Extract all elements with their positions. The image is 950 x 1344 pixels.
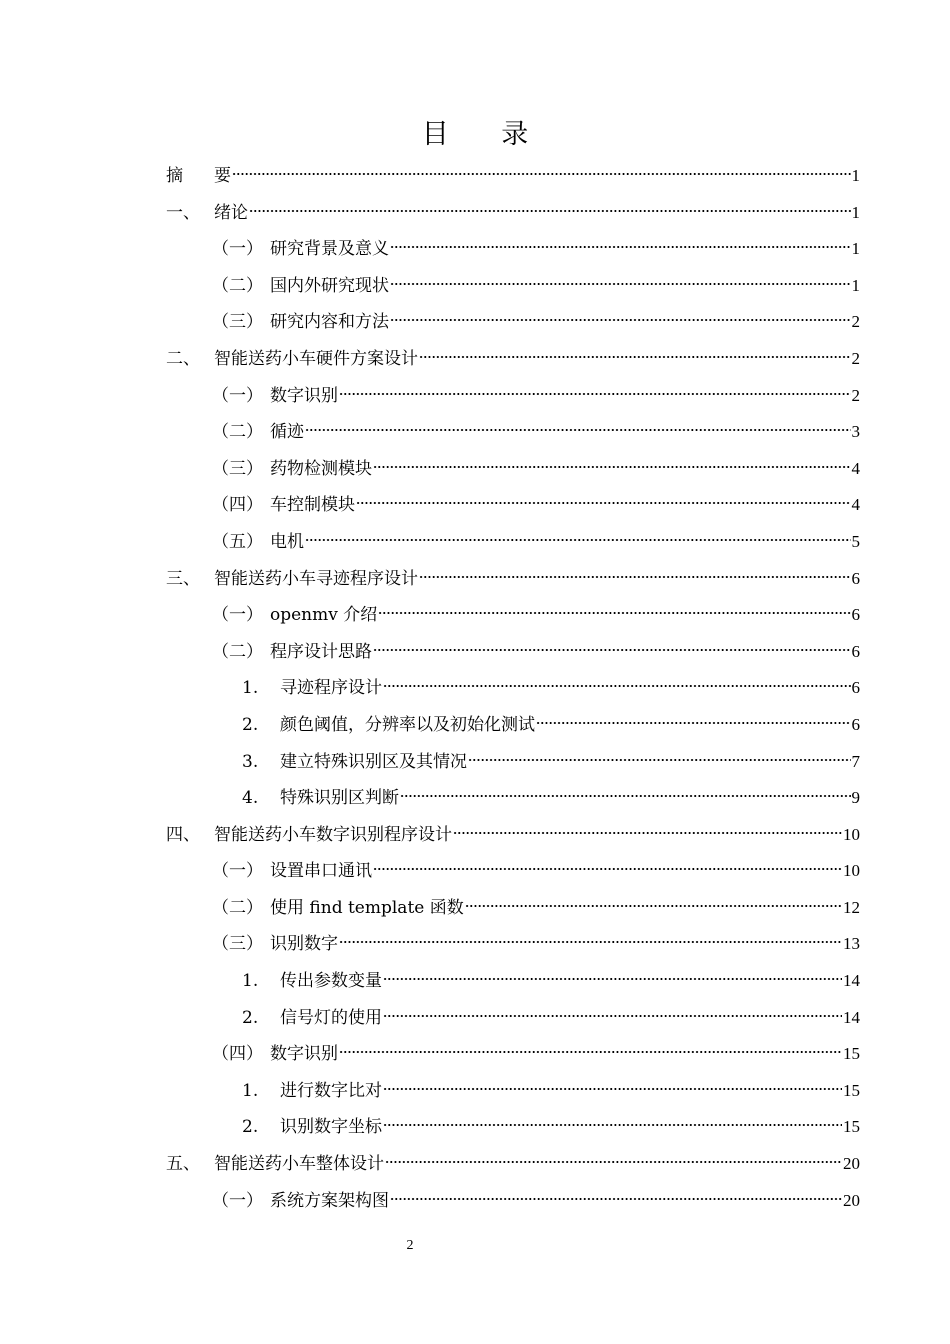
toc-entry[interactable] [166, 378, 860, 415]
toc-entry-number: （一） [212, 861, 263, 882]
toc-entry-title: 研究内容和方法 [270, 312, 389, 333]
toc-entry[interactable] [166, 451, 860, 488]
toc-entry[interactable] [166, 1146, 860, 1183]
toc-entry-page: 15 [843, 1117, 860, 1137]
dot-leader [378, 611, 850, 615]
toc-entry-number: （一） [212, 605, 263, 626]
toc-entry-number: （四） [212, 495, 263, 516]
toc-entry-title: 颜色阈值，分辨率以及初始化测试 [280, 714, 535, 735]
toc-entry-page: 10 [843, 861, 860, 881]
toc-entry-page: 13 [843, 934, 860, 954]
toc-entry-title: 智能送药小车硬件方案设计 [214, 348, 418, 369]
toc-entry-page: 6 [851, 605, 860, 625]
toc-entry-title: 传出参数变量 [280, 971, 382, 992]
toc-entry-page: 6 [851, 714, 860, 734]
toc-entry-number: （一） [212, 1190, 263, 1211]
toc-entry[interactable] [166, 926, 860, 963]
toc-entry-page: 1 [851, 166, 860, 185]
toc-entry[interactable] [166, 890, 860, 927]
toc-entry[interactable] [166, 1109, 860, 1146]
toc-entry-title: 程序设计思路 [270, 641, 372, 662]
toc-entry-title: 进行数字比对 [280, 1080, 382, 1101]
toc-entry[interactable] [166, 268, 860, 305]
toc-entry[interactable] [166, 780, 860, 817]
toc-entry-number: （一） [212, 385, 263, 406]
toc-entry-page: 4 [851, 458, 860, 478]
toc-entry-number: 五、 [166, 1154, 200, 1175]
toc-entry-number: 2. [242, 1007, 259, 1028]
toc-entry[interactable] [166, 487, 860, 524]
dot-leader [419, 355, 851, 359]
dot-leader [383, 1014, 842, 1018]
toc-entry-number: 4. [242, 788, 259, 809]
toc-entry-number: 2. [242, 1117, 259, 1138]
toc-entry-title: 循迹 [270, 422, 304, 443]
toc-entry-title: 智能送药小车整体设计 [214, 1154, 384, 1175]
toc-entry[interactable] [166, 304, 860, 341]
toc-entry[interactable] [166, 158, 860, 195]
toc-entry-number: （四） [212, 1044, 263, 1065]
toc-entry-title: 研究背景及意义 [270, 239, 389, 260]
toc-entry-number: （五） [212, 531, 263, 552]
dot-leader [373, 465, 851, 469]
toc-entry-title: 药物检测模块 [270, 458, 372, 479]
dot-leader [373, 867, 842, 871]
toc-entry[interactable] [166, 707, 860, 744]
dot-leader [305, 428, 851, 432]
dot-leader [383, 1087, 842, 1091]
dot-leader [419, 575, 851, 579]
dot-leader [339, 392, 851, 396]
toc-entry-number: 2. [242, 714, 259, 735]
toc-entry-title: 绪论 [214, 202, 248, 223]
toc-entry[interactable] [166, 195, 860, 232]
toc-entry-number: （三） [212, 934, 263, 955]
toc-entry[interactable] [166, 1073, 860, 1110]
toc-entry[interactable] [166, 231, 860, 268]
dot-leader [373, 648, 851, 652]
page-number-footer: 2 [406, 1238, 414, 1253]
toc-entry-number: 三、 [166, 568, 200, 589]
toc-entry-page: 1 [851, 239, 860, 259]
toc-entry-page: 5 [851, 531, 860, 551]
toc-entry-title: 寻迹程序设计 [280, 678, 382, 699]
toc-entry[interactable] [166, 1183, 860, 1220]
toc-entry[interactable] [166, 1036, 860, 1073]
toc-entry-number: 一、 [166, 202, 200, 223]
toc-entry-title: 设置串口通讯 [270, 861, 372, 882]
toc-entry-page: 6 [851, 568, 860, 588]
toc-entry-page: 20 [843, 1154, 860, 1174]
toc-entry-title: 数字识别 [270, 385, 338, 406]
toc-entry-page: 12 [843, 897, 860, 917]
dot-leader [232, 172, 851, 176]
toc-entry[interactable] [166, 341, 860, 378]
toc-title: 目 录 [421, 119, 529, 150]
dot-leader [390, 318, 851, 322]
toc-entry-title: 建立特殊识别区及其情况 [280, 751, 467, 772]
toc-entry-number: 1. [242, 971, 259, 992]
toc-entry-number: 四、 [166, 824, 200, 845]
toc-entry-title: 系统方案架构图 [270, 1190, 389, 1211]
dot-leader [390, 282, 851, 286]
dot-leader [536, 721, 851, 725]
toc-entry-number: 摘 [166, 166, 183, 186]
toc-entry-title: openmv 介绍 [270, 605, 378, 626]
toc-entry-title: 识别数字 [270, 934, 338, 955]
toc-entry-page: 15 [843, 1044, 860, 1064]
dot-leader [453, 831, 842, 835]
toc-entry-number: （三） [212, 312, 263, 333]
dot-leader [390, 1197, 842, 1201]
dot-leader [356, 501, 851, 505]
dot-leader [383, 1123, 842, 1127]
toc-entry-page: 3 [851, 422, 860, 442]
toc-entry-page: 20 [843, 1190, 860, 1210]
toc-entry-number: （二） [212, 641, 263, 662]
dot-leader [305, 538, 851, 542]
toc-entry-page: 14 [843, 971, 860, 991]
toc-entry[interactable] [166, 524, 860, 561]
toc-entry-page: 9 [851, 788, 860, 808]
dot-leader [400, 794, 851, 798]
toc-entry[interactable] [166, 561, 860, 598]
toc-entry-page: 10 [843, 824, 860, 844]
table-of-contents [166, 158, 860, 1219]
toc-entry-title: 车控制模块 [270, 495, 355, 516]
dot-leader [339, 940, 842, 944]
toc-entry[interactable] [166, 853, 860, 890]
toc-entry[interactable] [166, 817, 860, 854]
toc-entry-number: 1. [242, 1080, 259, 1101]
toc-entry[interactable] [166, 963, 860, 1000]
toc-entry-number: （二） [212, 422, 263, 443]
toc-entry-title: 国内外研究现状 [270, 275, 389, 296]
toc-entry-title: 电机 [270, 531, 304, 552]
toc-entry-page: 7 [851, 751, 860, 771]
dot-leader [468, 758, 851, 762]
toc-entry-number: （三） [212, 458, 263, 479]
toc-entry[interactable] [166, 670, 860, 707]
toc-entry-page: 2 [851, 312, 860, 332]
toc-entry-page: 15 [843, 1080, 860, 1100]
dot-leader [339, 1050, 842, 1054]
toc-entry[interactable] [166, 634, 860, 671]
toc-entry[interactable] [166, 1000, 860, 1037]
toc-entry-page: 1 [851, 202, 860, 222]
toc-entry-page: 2 [851, 385, 860, 405]
toc-entry-number: （二） [212, 897, 263, 918]
dot-leader [249, 209, 851, 213]
toc-entry-page: 2 [851, 348, 860, 368]
toc-entry-title: 信号灯的使用 [280, 1007, 382, 1028]
toc-entry-title: 要 [214, 166, 231, 186]
toc-entry-page: 14 [843, 1007, 860, 1027]
toc-entry-number: （二） [212, 275, 263, 296]
toc-entry-number: 二、 [166, 348, 200, 369]
toc-entry-page: 4 [851, 495, 860, 515]
toc-entry-title: 数字识别 [270, 1044, 338, 1065]
dot-leader [385, 1160, 842, 1164]
toc-entry[interactable] [166, 414, 860, 451]
toc-entry-title: 智能送药小车数字识别程序设计 [214, 824, 452, 845]
toc-entry-title: 使用 find template 函数 [270, 897, 464, 918]
dot-leader [390, 245, 851, 249]
dot-leader [383, 977, 842, 981]
toc-entry-page: 6 [851, 678, 860, 698]
toc-entry-page: 6 [851, 641, 860, 661]
dot-leader [465, 904, 842, 908]
toc-entry-title: 识别数字坐标 [280, 1117, 382, 1138]
toc-entry-number: 1. [242, 678, 259, 699]
dot-leader [383, 684, 851, 688]
toc-entry[interactable] [166, 744, 860, 781]
toc-entry-page: 1 [851, 275, 860, 295]
toc-entry-title: 特殊识别区判断 [280, 788, 399, 809]
toc-entry-number: （一） [212, 239, 263, 260]
toc-entry[interactable] [166, 597, 860, 634]
toc-entry-title: 智能送药小车寻迹程序设计 [214, 568, 418, 589]
toc-entry-number: 3. [242, 751, 259, 772]
